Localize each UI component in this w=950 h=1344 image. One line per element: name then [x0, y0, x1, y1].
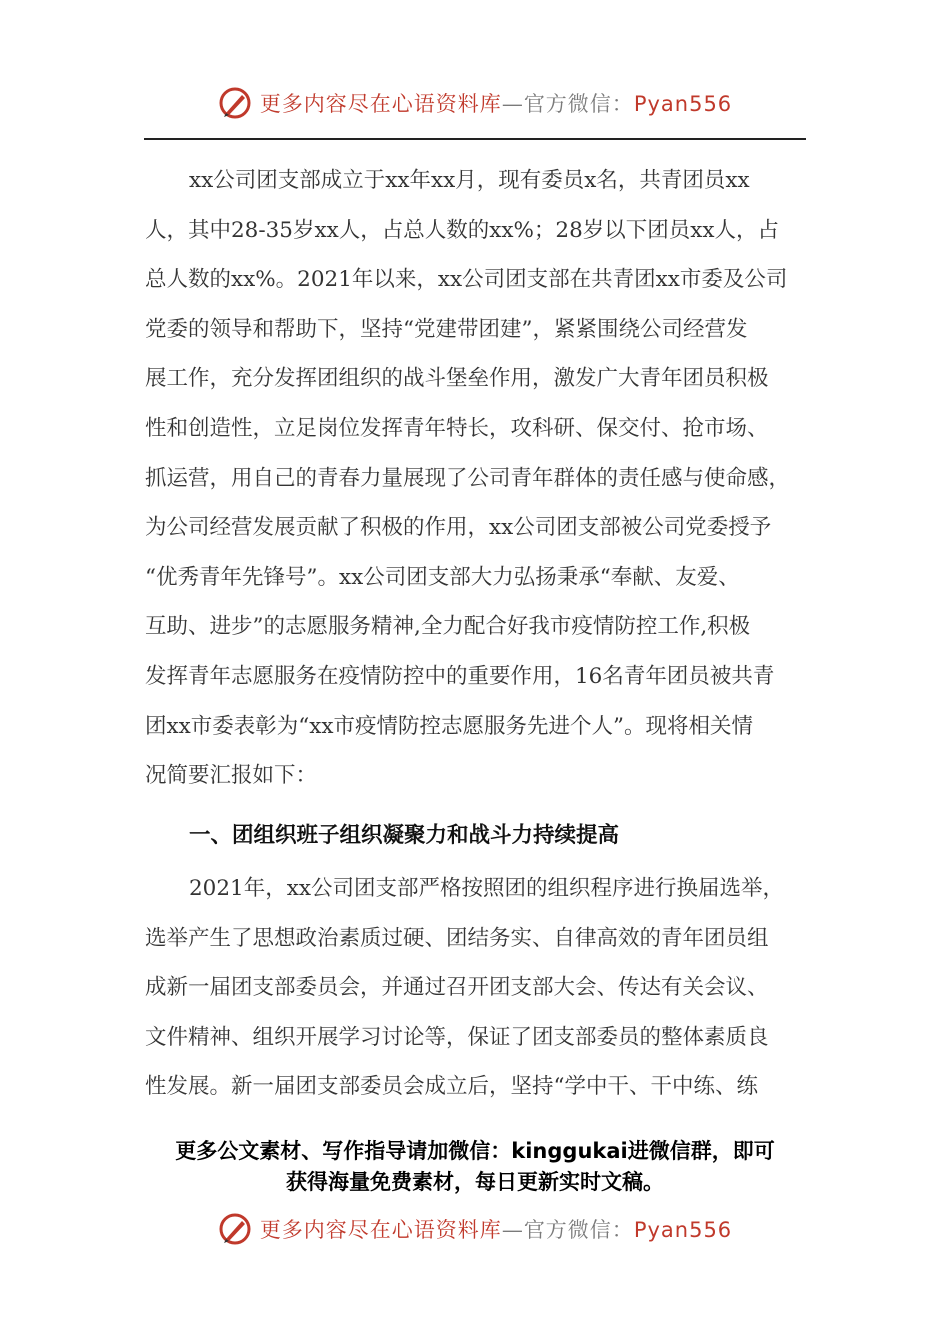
text-line: 互助、进步”的志愿服务精神,全力配合好我市疫情防控工作,积极 — [145, 614, 751, 640]
footer-wechat-label: 官方微信： — [523, 1218, 634, 1242]
page-header — [0, 78, 950, 128]
footer-wechat-id: Pyan556 — [633, 1218, 733, 1242]
text-line: xx公司团支部成立于xx年xx月，现有委员x名，共青团员xx — [189, 168, 750, 193]
footer-brand-text — [260, 1214, 732, 1244]
paragraph-intro — [145, 156, 805, 801]
header-divider — [144, 138, 806, 140]
paragraph-section-1 — [145, 864, 805, 1112]
header-brand — [218, 86, 732, 120]
text-line: 为公司经营发展贡献了积极的作用，xx公司团支部被公司党委授予 — [145, 515, 772, 541]
text-line: 团xx市委表彰为“xx市疫情防控志愿服务先进个人”。现将相关情 — [145, 713, 753, 739]
section-heading-1: 一、团组织班子组织凝聚力和战斗力持续提高 — [189, 823, 620, 848]
text-line: 文件精神、组织开展学习讨论等，保证了团支部委员的整体素质良 — [145, 1024, 769, 1050]
pen-logo-icon — [218, 1212, 252, 1246]
text-line: 党委的领导和帮助下，坚持“党建带团建”，紧紧围绕公司经营发 — [145, 316, 748, 342]
header-dash: — — [501, 92, 524, 116]
promo-line-1: 更多公文素材、写作指导请加微信：kinggukai进微信群，即可 — [175, 1139, 775, 1163]
text-line: 成新一届团支部委员会，并通过召开团支部大会、传达有关会议、 — [145, 975, 769, 1001]
text-line: 2021年，xx公司团支部严格按照团的组织程序进行换届选举， — [189, 876, 784, 901]
text-line: “优秀青年先锋号”。xx公司团支部大力弘扬秉承“奉献、友爱、 — [145, 564, 740, 590]
footer-dash: — — [501, 1218, 524, 1242]
header-brand-name: 更多内容尽在心语资料库 — [259, 92, 502, 116]
text-line: 总人数的xx%。2021年以来，xx公司团支部在共青团xx市委及公司 — [145, 267, 788, 293]
text-line: 性和创造性，立足岗位发挥青年特长，攻科研、保交付、抢市场、 — [145, 415, 769, 441]
footer-brand — [218, 1212, 732, 1246]
page-footer — [0, 1204, 950, 1254]
promo-line-2: 获得海量免费素材，每日更新实时文稿。 — [286, 1170, 664, 1194]
footer-brand-name: 更多内容尽在心语资料库 — [259, 1218, 502, 1242]
promo-banner — [0, 1136, 950, 1198]
text-line: 选举产生了思想政治素质过硬、团结务实、自律高效的青年团员组 — [145, 925, 769, 951]
text-line: 抓运营，用自己的青春力量展现了公司青年群体的责任感与使命感， — [145, 465, 791, 491]
text-line: 人，其中28-35岁xx人，占总人数的xx%；28岁以下团员xx人，占 — [145, 217, 780, 243]
header-wechat-id: Pyan556 — [633, 92, 733, 116]
text-line: 况简要汇报如下： — [145, 763, 318, 789]
pen-logo-icon — [218, 86, 252, 120]
text-line: 性发展。新一届团支部委员会成立后，坚持“学中干、干中练、练 — [145, 1074, 758, 1100]
text-line: 发挥青年志愿服务在疫情防控中的重要作用，16名青年团员被共青 — [145, 663, 775, 689]
text-line: 展工作，充分发挥团组织的战斗堡垒作用，激发广大青年团员积极 — [145, 366, 769, 392]
header-brand-text — [260, 88, 732, 118]
header-wechat-label: 官方微信： — [523, 92, 634, 116]
